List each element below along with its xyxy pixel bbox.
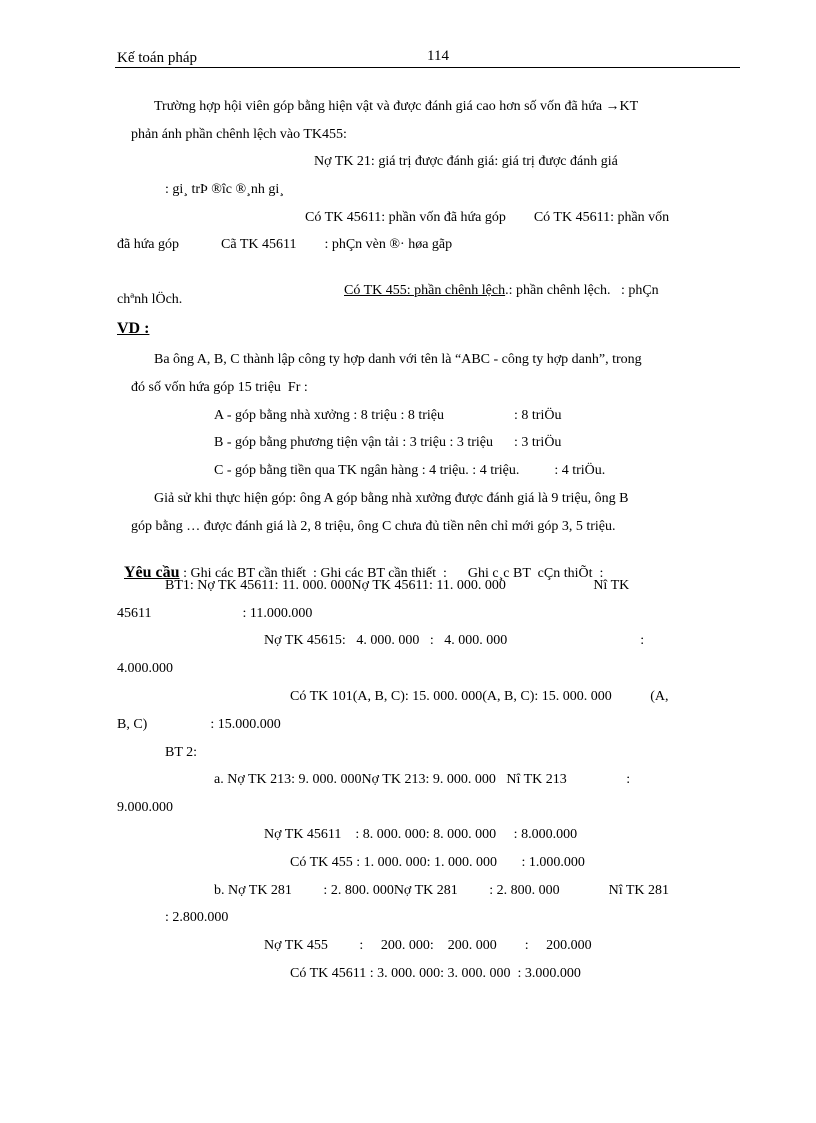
paragraph-line-1: Trường hợp hội viên góp bằng hiện vật và được đánh giá cao hơn số vốn đã hứa →KT: [154, 99, 639, 114]
bt1-debit-45611: BT1: Nợ TK 45611: 11. 000. 000Nợ TK 45611: 11. 000. 000 Nî TK: [165, 578, 630, 593]
running-header-title: Kế toán pháp: [117, 50, 197, 66]
bt2b-credit-45611: Có TK 45611 : 3. 000. 000: 3. 000. 000 : 3.000.000: [290, 966, 581, 981]
bt1-debit-45611-cont: 45611 : 11.000.000: [117, 606, 313, 621]
contribution-b: B - góp bằng phương tiện vận tải : 3 triệu : 3 triệu : 3 triÖu: [214, 435, 562, 450]
example-heading: VD :: [117, 320, 150, 337]
header-rule: [115, 67, 740, 68]
bt2b-debit-281-cont: : 2.800.000: [165, 910, 229, 925]
example-line-1: Ba ông A, B, C thành lập công ty hợp danh với tên là “ABC - công ty hợp danh”, trong: [154, 352, 642, 367]
bt1-credit-101-cont: B, C) : 15.000.000: [117, 717, 281, 732]
page-number: 114: [427, 48, 449, 64]
bt2a-debit-213: a. Nợ TK 213: 9. 000. 000Nợ TK 213: 9. 000. 000 Nî TK 213 :: [214, 772, 631, 787]
bt2b-debit-281: b. Nợ TK 281 : 2. 800. 000Nợ TK 281 : 2. 800. 000 Nî TK 281: [214, 883, 670, 898]
example-line-2: đó số vốn hứa góp 15 triệu Fr :: [131, 380, 308, 395]
requirement-text: : Ghi các BT cần thiết : Ghi các BT cần thiết : Ghi c¸c BT cÇn thiÕt :: [179, 566, 604, 581]
entry-credit-tk455: [337, 264, 659, 300]
entry-credit-tk45611: Có TK 45611: phần vốn đã hứa góp Có TK 45611: phần vốn: [305, 210, 670, 225]
entry-credit-tk455-underlined: Có TK 455: phần chênh lệch: [344, 283, 506, 298]
bt2b-debit-455: Nợ TK 455 : 200. 000: 200. 000 : 200.000: [264, 938, 592, 953]
contribution-c: C - góp bằng tiền qua TK ngân hàng : 4 triệu. : 4 triệu. : 4 triÖu.: [214, 463, 606, 478]
entry-debit-tk21-glyph: : gi¸ trÞ ®îc ®¸nh gi¸: [165, 182, 284, 197]
assumption-line-2: góp bằng … được đánh giá là 2, 8 triệu, ông C chưa đủ tiền nên chỉ mới góp 3, 5 triệu.: [131, 519, 616, 534]
requirement-label: Yêu cầu: [124, 564, 180, 581]
contribution-a: A - góp bằng nhà xưởng : 8 triệu : 8 triệu : 8 triÖu: [214, 408, 562, 423]
bt1-debit-45615-cont: 4.000.000: [117, 661, 173, 676]
assumption-line-1: Giả sử khi thực hiện góp: ông A góp bằng nhà xưởng được đánh giá là 9 triệu, ông B: [154, 491, 629, 506]
entry-credit-tk455-cont: chªnh lÖch.: [117, 292, 183, 307]
bt1-credit-101: Có TK 101(A, B, C): 15. 000. 000(A, B, C): 15. 000. 000 (A,: [290, 689, 669, 704]
bt2a-debit-45611: Nợ TK 45611 : 8. 000. 000: 8. 000. 000 : 8.000.000: [264, 827, 578, 842]
entry-debit-tk21: Nợ TK 21: giá trị được đánh giá: giá trị được đánh giá: [314, 154, 618, 169]
bt2-heading: BT 2:: [165, 745, 198, 760]
bt2a-debit-213-cont: 9.000.000: [117, 800, 173, 815]
paragraph-line-2: phản ánh phần chênh lệch vào TK455:: [131, 127, 347, 142]
bt1-debit-45615: Nợ TK 45615: 4. 000. 000 : 4. 000. 000 :: [264, 633, 645, 648]
entry-credit-tk455-rest: .: phần chênh lệch. : phÇn: [505, 283, 659, 298]
entry-credit-tk45611-cont: đã hứa góp Cã TK 45611 : phÇn vèn ®· høa gãp: [117, 237, 453, 252]
bt2a-credit-455: Có TK 455 : 1. 000. 000: 1. 000. 000 : 1.000.000: [290, 855, 585, 870]
